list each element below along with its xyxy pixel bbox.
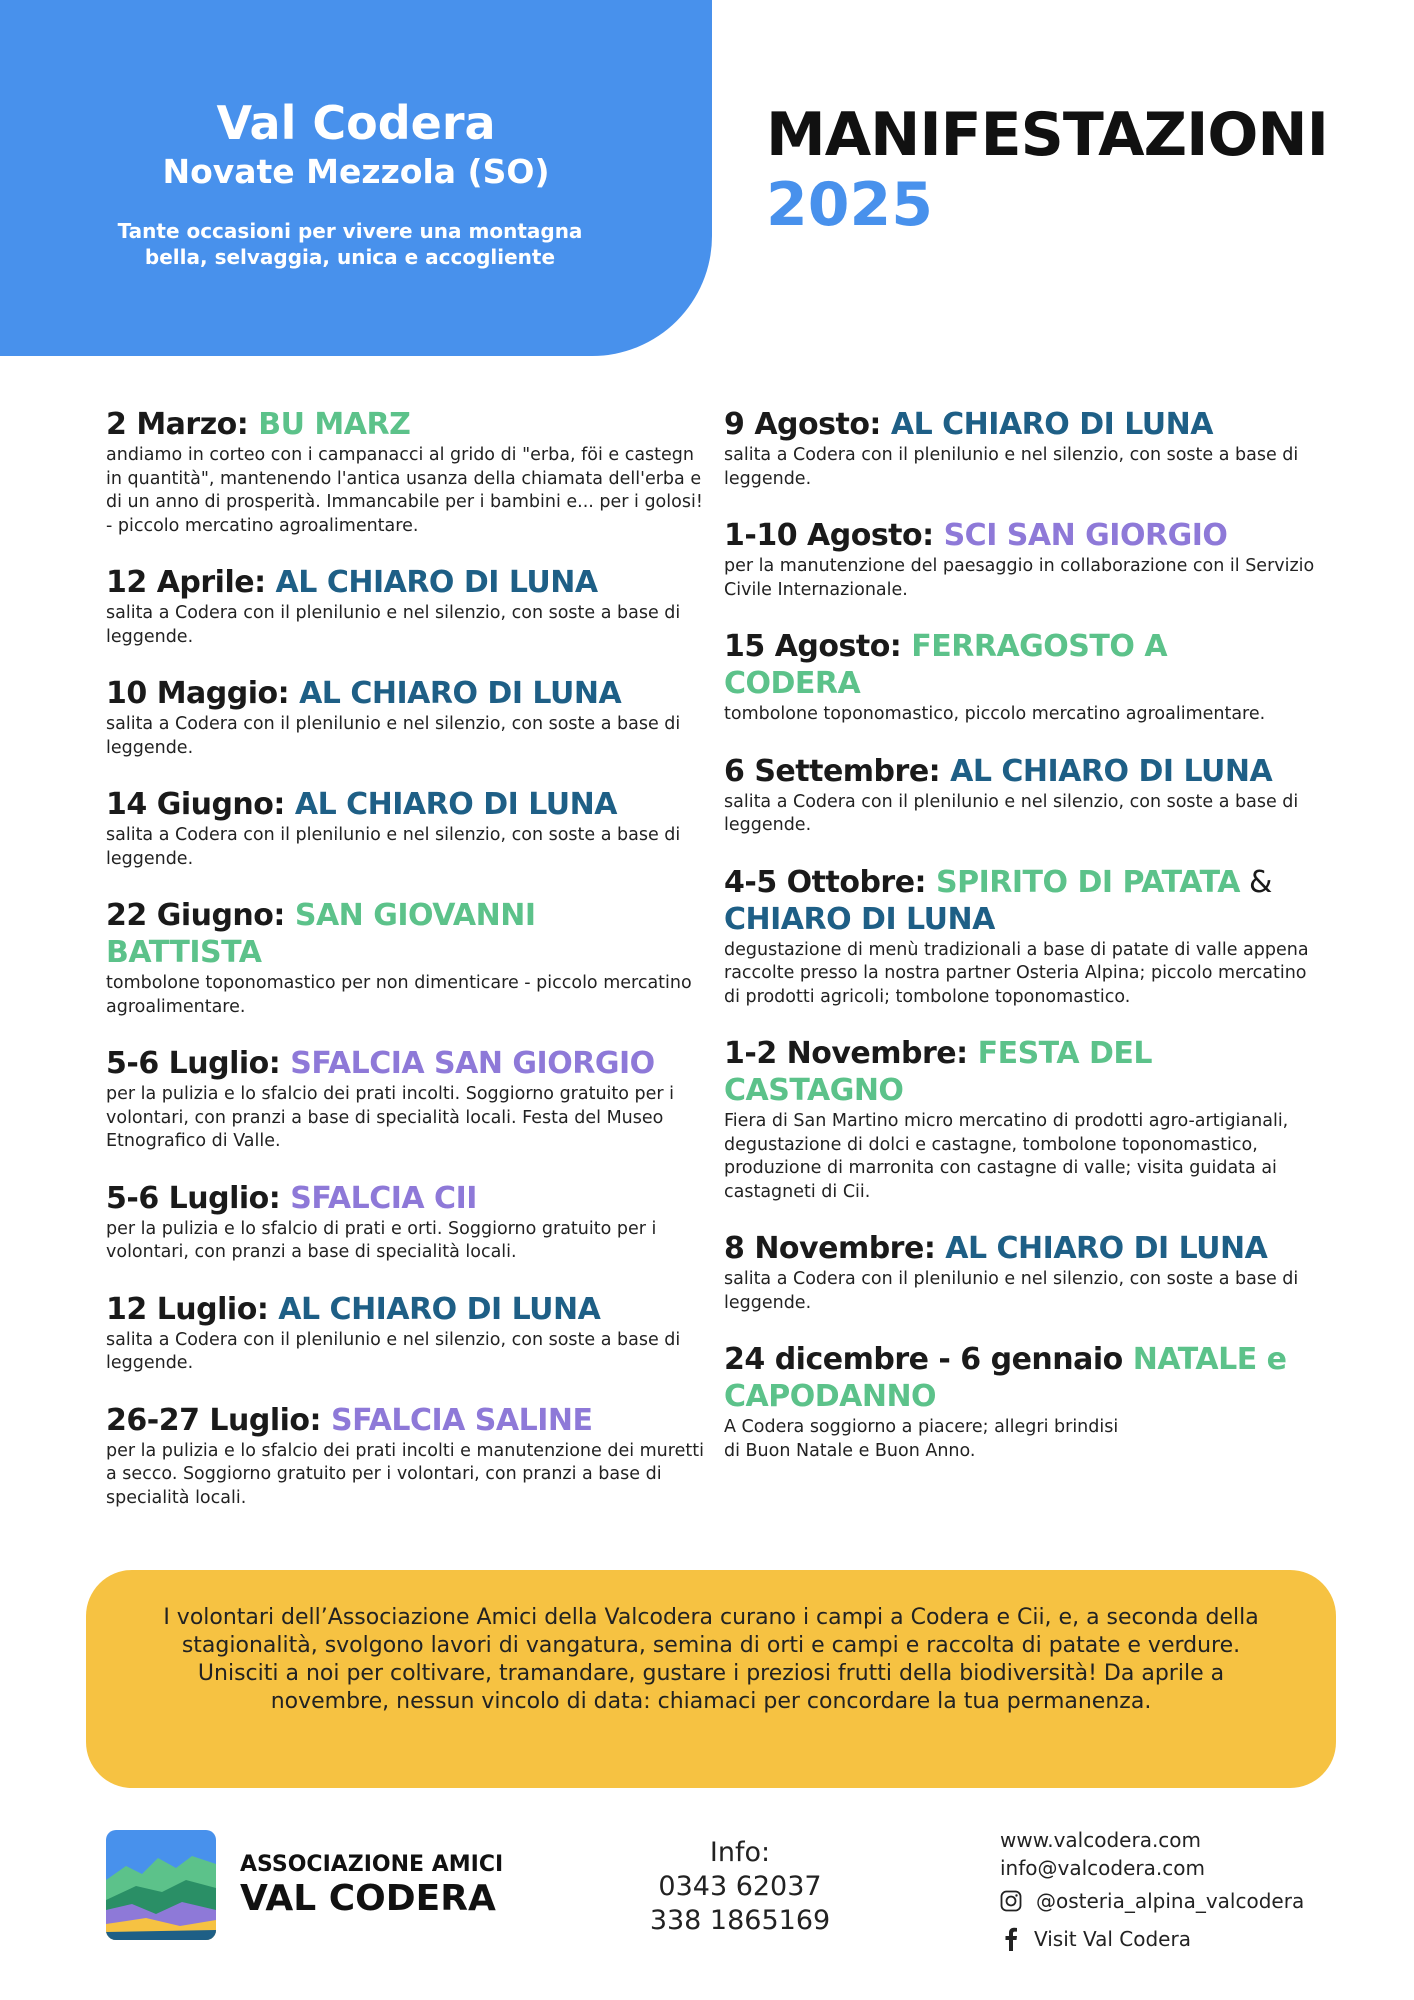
main-title: MANIFESTAZIONI: [766, 100, 1328, 170]
event-desc-line1: A Codera soggiorno a piacere; allegri brindisi: [724, 1417, 1119, 1437]
event-name: FERRAGOSTO A CODERA: [724, 629, 1168, 701]
event-date: 5-6 Luglio:: [106, 1046, 281, 1081]
header-subtitle: Novate Mezzola (SO): [162, 152, 550, 191]
event-item: [106, 897, 706, 1019]
event-date: 12 Luglio:: [106, 1291, 269, 1327]
phone-2[interactable]: 338 1865169: [649, 1905, 831, 1936]
event-name: SFALCIA SAN GIORGIO: [290, 1046, 655, 1081]
event-desc: salita a Codera con il plenilunio e nel silenzio, con soste a base di leggende.: [106, 825, 681, 869]
event-item: [106, 1180, 706, 1265]
event-desc: salita a Codera con il plenilunio e nel silenzio, con soste a base di leggende.: [106, 714, 681, 758]
volunteer-paragraph-2: Unisciti a noi per coltivare, tramandare, gustare i preziosi frutti della biodiversità! Da aprile a novembre, nessun vincolo di data: chiamaci per concordare la tua permanenza.: [197, 1661, 1225, 1714]
event-desc: [724, 1416, 1324, 1463]
event-item: [724, 1035, 1324, 1204]
logo-text-line1: ASSOCIAZIONE AMICI: [240, 1852, 504, 1877]
event-date: 24 dicembre - 6 gennaio: [724, 1342, 1123, 1377]
header-title: Val Codera: [216, 96, 496, 150]
info-label: Info:: [709, 1837, 771, 1868]
event-item: [106, 406, 706, 538]
event-desc: tombolone toponomastico per non dimenticare - piccolo mercatino agroalimentare.: [106, 973, 692, 1017]
event-date: 1-10 Agosto:: [724, 518, 934, 553]
facebook-link[interactable]: Visit Val Codera: [1034, 1927, 1191, 1951]
event-item: [724, 1230, 1324, 1315]
event-item: [106, 1045, 706, 1154]
contacts-block: [1000, 1826, 1304, 1958]
facebook-row[interactable]: [1000, 1920, 1304, 1958]
event-name: SPIRITO DI PATATA: [936, 864, 1240, 900]
event-desc-line2: di Buon Natale e Buon Anno.: [724, 1440, 976, 1461]
event-date: 15 Agosto:: [724, 629, 902, 664]
facebook-icon: [1004, 1927, 1018, 1951]
website-link[interactable]: www.valcodera.com: [1000, 1828, 1202, 1852]
event-date: 6 Settembre:: [724, 753, 941, 789]
event-date: 22 Giugno:: [106, 898, 285, 933]
event-name: AL CHIARO DI LUNA: [945, 1231, 1268, 1266]
event-desc: salita a Codera con il plenilunio e nel silenzio, con soste a base di leggende.: [724, 445, 1299, 489]
info-phones: [620, 1836, 860, 1938]
logo-text-line2: VAL CODERA: [240, 1878, 496, 1919]
events-left-column: [106, 406, 706, 1536]
event-desc: salita a Codera con il plenilunio e nel silenzio, con soste a base di leggende.: [724, 791, 1299, 835]
event-date: 1-2 Novembre:: [724, 1036, 968, 1071]
association-logo-icon: [106, 1830, 216, 1940]
event-name: BU MARZ: [258, 407, 411, 442]
events-right-column: [724, 406, 1324, 1489]
event-desc: per la pulizia e lo sfalcio dei prati incolti. Soggiorno gratuito per i volontari, con pranzi a base di specialità locali. Festa del Museo Etnografico di Valle.: [106, 1084, 675, 1151]
event-name: AL CHIARO DI LUNA: [294, 787, 617, 822]
event-item: [106, 1291, 706, 1376]
event-desc: salita a Codera con il plenilunio e nel silenzio, con soste a base di leggende.: [106, 1329, 681, 1373]
event-desc: tombolone toponomastico, piccolo mercatino agroalimentare.: [724, 704, 1266, 724]
event-name: SCI SAN GIORGIO: [943, 518, 1228, 553]
header-tagline: [100, 218, 600, 270]
event-name: SFALCIA CII: [290, 1180, 477, 1216]
event-name: SFALCIA SALINE: [330, 1402, 593, 1438]
event-date: 9 Agosto:: [724, 407, 881, 442]
instagram-icon: [1000, 1890, 1022, 1912]
header-banner: [0, 0, 712, 356]
tagline-line2: bella, selvaggia, unica e accogliente: [144, 245, 556, 269]
event-name: AL CHIARO DI LUNA: [299, 676, 622, 711]
event-date: 14 Giugno:: [106, 787, 285, 822]
event-name: FESTA DEL CASTAGNO: [724, 1036, 1152, 1108]
volunteer-paragraph-1: I volontari dell’Associazione Amici della Valcodera curano i campi a Codera e Cii, e, a seconda della stagionalità, svolgono lavori di vangatura, semina di orti e campi e raccolta di patate e verdure.: [163, 1605, 1259, 1658]
event-item: [106, 1402, 706, 1511]
event-desc: per la pulizia e lo sfalcio di prati e orti. Soggiorno gratuito per i volontari, con pranzi a base di specialità locali.: [106, 1218, 657, 1262]
event-desc: salita a Codera con il plenilunio e nel silenzio, con soste a base di leggende.: [106, 603, 681, 647]
event-item: [724, 628, 1324, 727]
event-desc: andiamo in corteo con i campanacci al grido di "erba, föi e castegn in quantità", mantenendo l'antica usanza della chiamata dell'erba e di un anno di prosperità. Immancabile per i bambini e... per i golosi! - piccolo mercatino agroalimentare.: [106, 445, 703, 536]
event-item: [724, 406, 1324, 491]
event-item: [724, 1341, 1324, 1463]
event-item: [106, 675, 706, 760]
event-item: [724, 864, 1324, 1010]
event-desc: Fiera di San Martino micro mercatino di prodotti agro-artigianali, degustazione di dolci e castagne, tombolone toponomastico, produzione di marronita con castagne di valle; visita guidata ai castagneti di Cii.: [724, 1111, 1289, 1202]
email-link[interactable]: info@valcodera.com: [1000, 1856, 1205, 1880]
event-date: 2 Marzo:: [106, 407, 249, 442]
event-date: 26-27 Luglio:: [106, 1402, 322, 1438]
event-date: 12 Aprile:: [106, 565, 266, 600]
event-name: NATALE e CAPODANNO: [724, 1342, 1287, 1414]
event-name-secondary: CHIARO DI LUNA: [724, 901, 995, 937]
event-name: AL CHIARO DI LUNA: [278, 1291, 601, 1327]
instagram-handle[interactable]: @osteria_alpina_valcodera: [1036, 1889, 1305, 1913]
event-desc: degustazione di menù tradizionali a base di patate di valle appena raccolte presso la nostra partner Osteria Alpina; piccolo mercatino di prodotti agricoli; tombolone toponomastico.: [724, 939, 1309, 1007]
event-item: [724, 753, 1324, 838]
event-desc: salita a Codera con il plenilunio e nel silenzio, con soste a base di leggende.: [724, 1269, 1299, 1313]
phone-1[interactable]: 0343 62037: [658, 1871, 822, 1902]
main-year: 2025: [766, 170, 933, 240]
event-desc: per la pulizia e lo sfalcio dei prati incolti e manutenzione dei muretti a secco. Soggiorno gratuito per i volontari, con pranzi a base di specialità locali.: [106, 1440, 704, 1508]
event-date: 5-6 Luglio:: [106, 1180, 281, 1216]
event-item: [106, 786, 706, 871]
event-date: 4-5 Ottobre:: [724, 864, 927, 900]
volunteer-info-box: [86, 1570, 1336, 1788]
event-name: SAN GIOVANNI BATTISTA: [106, 898, 536, 970]
instagram-row[interactable]: [1000, 1882, 1304, 1920]
event-date: 8 Novembre:: [724, 1231, 936, 1266]
event-date: 10 Maggio:: [106, 676, 290, 711]
tagline-line1: Tante occasioni per vivere una montagna: [117, 219, 583, 243]
event-desc: per la manutenzione del paesaggio in collaborazione con il Servizio Civile Internazionale.: [724, 556, 1315, 600]
event-ampersand: &: [1239, 864, 1272, 900]
event-name: AL CHIARO DI LUNA: [950, 753, 1273, 789]
event-name: AL CHIARO DI LUNA: [275, 565, 598, 600]
event-name: AL CHIARO DI LUNA: [890, 407, 1213, 442]
event-item: [724, 517, 1324, 602]
event-item: [106, 564, 706, 649]
